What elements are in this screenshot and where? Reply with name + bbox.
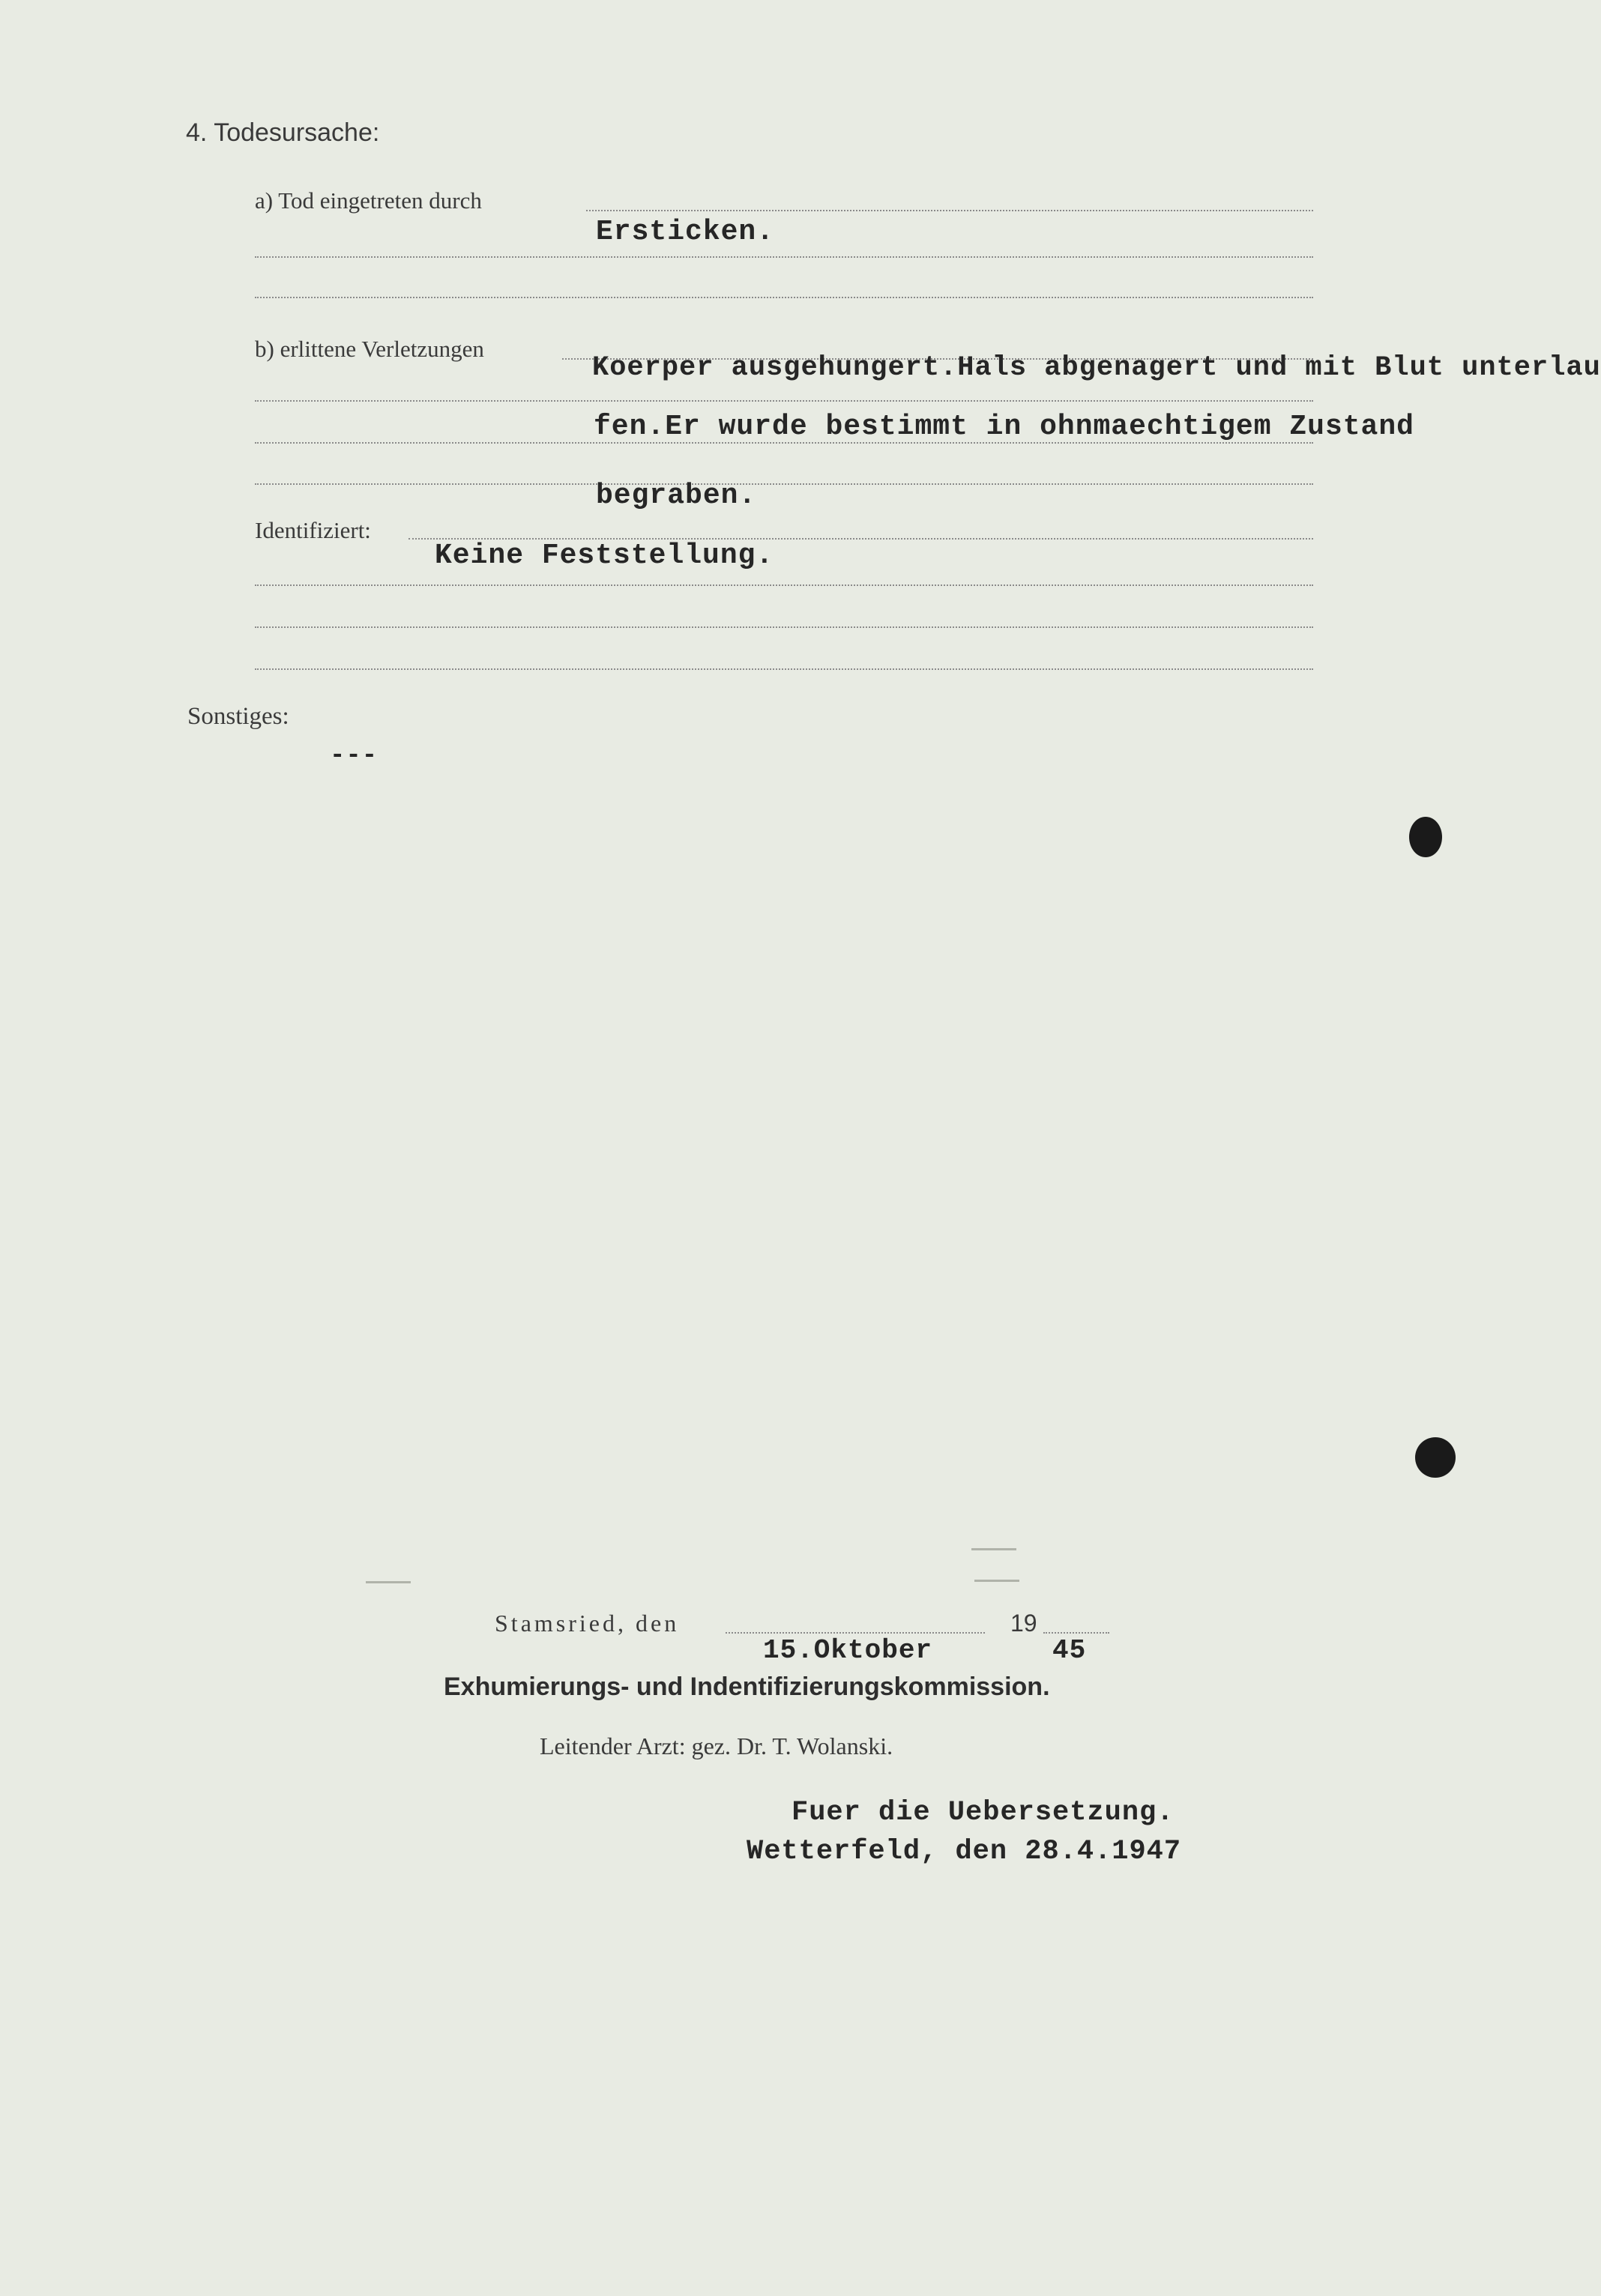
form-line	[255, 297, 1313, 298]
injuries-line-1: Koerper ausgehungert.Hals abgenagert und mit Blut unterlau	[592, 352, 1601, 384]
punch-hole	[1415, 1437, 1456, 1478]
identified-label: Identifiziert:	[255, 517, 371, 543]
injuries-line-3: begraben.	[596, 480, 757, 512]
form-line	[255, 668, 1313, 670]
form-line	[586, 210, 1313, 211]
injuries-line-2: fen.Er wurde bestimmt in ohnmaechtigem Zustand	[594, 411, 1414, 443]
translation-note: Fuer die Uebersetzung.	[792, 1797, 1175, 1828]
stray-mark	[366, 1581, 411, 1583]
identified-value: Keine Feststellung.	[435, 540, 774, 572]
form-line	[255, 584, 1313, 586]
date-value: 15.Oktober	[763, 1635, 933, 1666]
stray-mark	[971, 1548, 1016, 1550]
form-line	[726, 1632, 985, 1634]
form-line	[255, 400, 1313, 402]
year-prefix: 19	[1010, 1610, 1037, 1637]
form-line	[255, 256, 1313, 258]
form-line	[255, 483, 1313, 485]
place-date-label: Stamsried, den	[495, 1610, 680, 1637]
form-line	[1043, 1632, 1109, 1634]
punch-hole	[1409, 817, 1442, 857]
year-value: 45	[1052, 1635, 1087, 1666]
section-heading: 4. Todesursache:	[186, 118, 380, 147]
form-line	[255, 626, 1313, 628]
injuries-label: b) erlittene Verletzungen	[255, 336, 484, 362]
cause-of-death-label: a) Tod eingetreten durch	[255, 187, 482, 214]
cause-of-death-value: Ersticken.	[596, 216, 775, 248]
translation-place-date: Wetterfeld, den 28.4.1947	[747, 1836, 1182, 1867]
misc-label: Sonstiges:	[187, 703, 289, 730]
form-line	[255, 442, 1313, 444]
commission-name: Exhumierungs- und Indentifizierungskommission.	[444, 1673, 1050, 1701]
doctor-signature: Leitender Arzt: gez. Dr. T. Wolanski.	[540, 1732, 893, 1759]
misc-value: ---	[330, 742, 379, 770]
stray-mark	[974, 1580, 1019, 1582]
